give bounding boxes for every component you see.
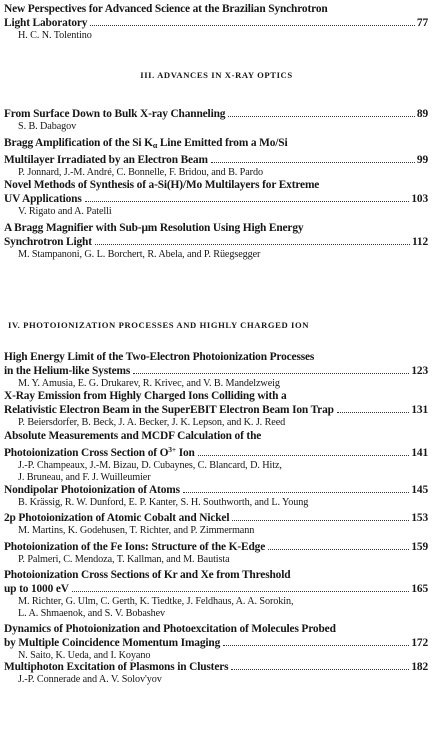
entry-title: Novel Methods of Synthesis of a-Si(H)/Mo Multilayers for Extreme <box>4 179 320 191</box>
page-number: 165 <box>411 583 428 595</box>
entry-title: From Surface Down to Bulk X-ray Channeling 89 <box>4 108 428 120</box>
entry-authors: B. Krässig, R. W. Dunford, E. P. Kanter, S. H. Southworth, and L. Young <box>18 497 309 508</box>
entry-title-line: Synchrotron Light 112 <box>4 236 428 248</box>
page-number: 182 <box>411 661 428 673</box>
toc-entry <box>4 622 428 662</box>
entry-title: Photoionization of the Fe Ions: Structure of the K-Edge 159 <box>4 541 428 553</box>
entry-title: Multiphoton Excitation of Plasmons in Clusters 182 <box>4 661 428 673</box>
entry-title: Photoionization Cross Sections of Kr and Xe from Threshold <box>4 569 291 581</box>
page-number: 153 <box>411 512 428 524</box>
entry-authors: M. Richter, G. Ulm, C. Gerth, K. Tiedtke, J. Feldhaus, A. A. Sorokin, <box>18 596 294 607</box>
entry-authors: M. Y. Amusia, E. G. Drukarev, R. Krivec, and V. B. Mandelzweig <box>18 378 280 389</box>
entry-title: Dynamics of Photoionization and Photoexcitation of Molecules Probed <box>4 623 336 635</box>
entry-authors: S. B. Dabagov <box>18 121 77 132</box>
page-number: 131 <box>411 404 428 416</box>
entry-title: New Perspectives for Advanced Science at the Brazilian Synchrotron <box>4 3 328 15</box>
toc-entry <box>4 568 428 620</box>
toc-entry <box>4 429 428 484</box>
entry-title: Absolute Measurements and MCDF Calculation of the <box>4 430 262 442</box>
entry-title: High Energy Limit of the Two-Electron Photoionization Processes <box>4 351 315 363</box>
page-number: 141 <box>411 447 428 459</box>
entry-authors: P. Palmeri, C. Mendoza, T. Kallman, and M. Bautista <box>18 554 230 565</box>
toc-entry <box>4 350 428 390</box>
entry-title: X-Ray Emission from Highly Charged Ions Colliding with a <box>4 390 287 402</box>
page-number: 172 <box>411 637 428 649</box>
entry-title: Bragg Amplification of the Si $K_\alpha$ Line Emitted from a Mo/Si <box>4 137 288 150</box>
entry-title: Nondipolar Photoionization of Atoms 145 <box>4 484 428 496</box>
toc-entry <box>4 221 428 261</box>
section-heading-optics: III. ADVANCES IN X-RAY OPTICS <box>140 70 293 80</box>
entry-title-line: in the Helium-like Systems 123 <box>4 365 428 377</box>
toc-entry <box>4 511 428 537</box>
entry-authors: M. Martins, K. Godehusen, T. Richter, and P. Zimmermann <box>18 525 255 536</box>
entry-title-line: UV Applications 103 <box>4 193 428 205</box>
page-number: 112 <box>411 236 428 248</box>
page-number: 123 <box>411 365 428 377</box>
toc-entry <box>4 136 428 179</box>
entry-title-line: up to 1000 eV 165 <box>4 583 428 595</box>
page-number: 159 <box>411 541 428 553</box>
toc-entry <box>4 540 428 566</box>
page-number: 89 <box>416 108 428 120</box>
entry-title-line: Relativistic Electron Beam in the SuperEBIT Electron Beam Ion Trap 131 <box>4 404 428 416</box>
page-number: 77 <box>416 17 428 29</box>
entry-title-line: Light Laboratory 77 <box>4 17 428 29</box>
entry-authors: M. Stampanoni, G. L. Borchert, R. Abela, and P. Rüegsegger <box>18 249 261 260</box>
entry-authors: J. Bruneau, and F. J. Wuilleumier <box>18 472 151 483</box>
entry-authors: V. Rigato and A. Patelli <box>18 206 112 217</box>
page-number: 145 <box>411 484 428 496</box>
toc-entry <box>4 2 428 42</box>
entry-authors: H. C. N. Tolentino <box>18 30 92 41</box>
toc-entry <box>4 483 428 509</box>
entry-authors: N. Saito, K. Ueda, and I. Koyano <box>18 650 151 661</box>
entry-authors: J.-P. Connerade and A. V. Solov'yov <box>18 674 162 685</box>
toc-entry <box>4 660 428 686</box>
entry-authors: P. Beiersdorfer, B. Beck, J. A. Becker, J. K. Lepson, and K. J. Reed <box>18 417 286 428</box>
entry-title: 2p Photoionization of Atomic Cobalt and Nickel 153 <box>4 512 428 524</box>
entry-authors: L. A. Shmaenok, and S. V. Bobashev <box>18 608 166 619</box>
entry-title: A Bragg Magnifier with Sub-μm Resolution Using High Energy <box>4 222 304 234</box>
page-number: 103 <box>411 193 428 205</box>
entry-authors: P. Jonnard, J.-M. André, C. Bonnelle, F. Bridou, and B. Pardo <box>18 167 263 178</box>
toc-entry <box>4 389 428 429</box>
section-heading-photoionization: IV. PHOTOIONIZATION PROCESSES AND HIGHLY CHARGED ION <box>8 320 310 330</box>
toc-entry <box>4 178 428 218</box>
entry-authors: J.-P. Champeaux, J.-M. Bizau, D. Cubaynes, C. Blancard, D. Hitz, <box>18 460 282 471</box>
entry-title-line: Multilayer Irradiated by an Electron Beam 99 <box>4 154 428 166</box>
entry-title-line: Photoionization Cross Section of $O^{3+}$ Ion 141 <box>4 445 428 459</box>
toc-entry <box>4 107 428 133</box>
page-number: 99 <box>416 154 428 166</box>
entry-title-line: by Multiple Coincidence Momentum Imaging 172 <box>4 637 428 649</box>
